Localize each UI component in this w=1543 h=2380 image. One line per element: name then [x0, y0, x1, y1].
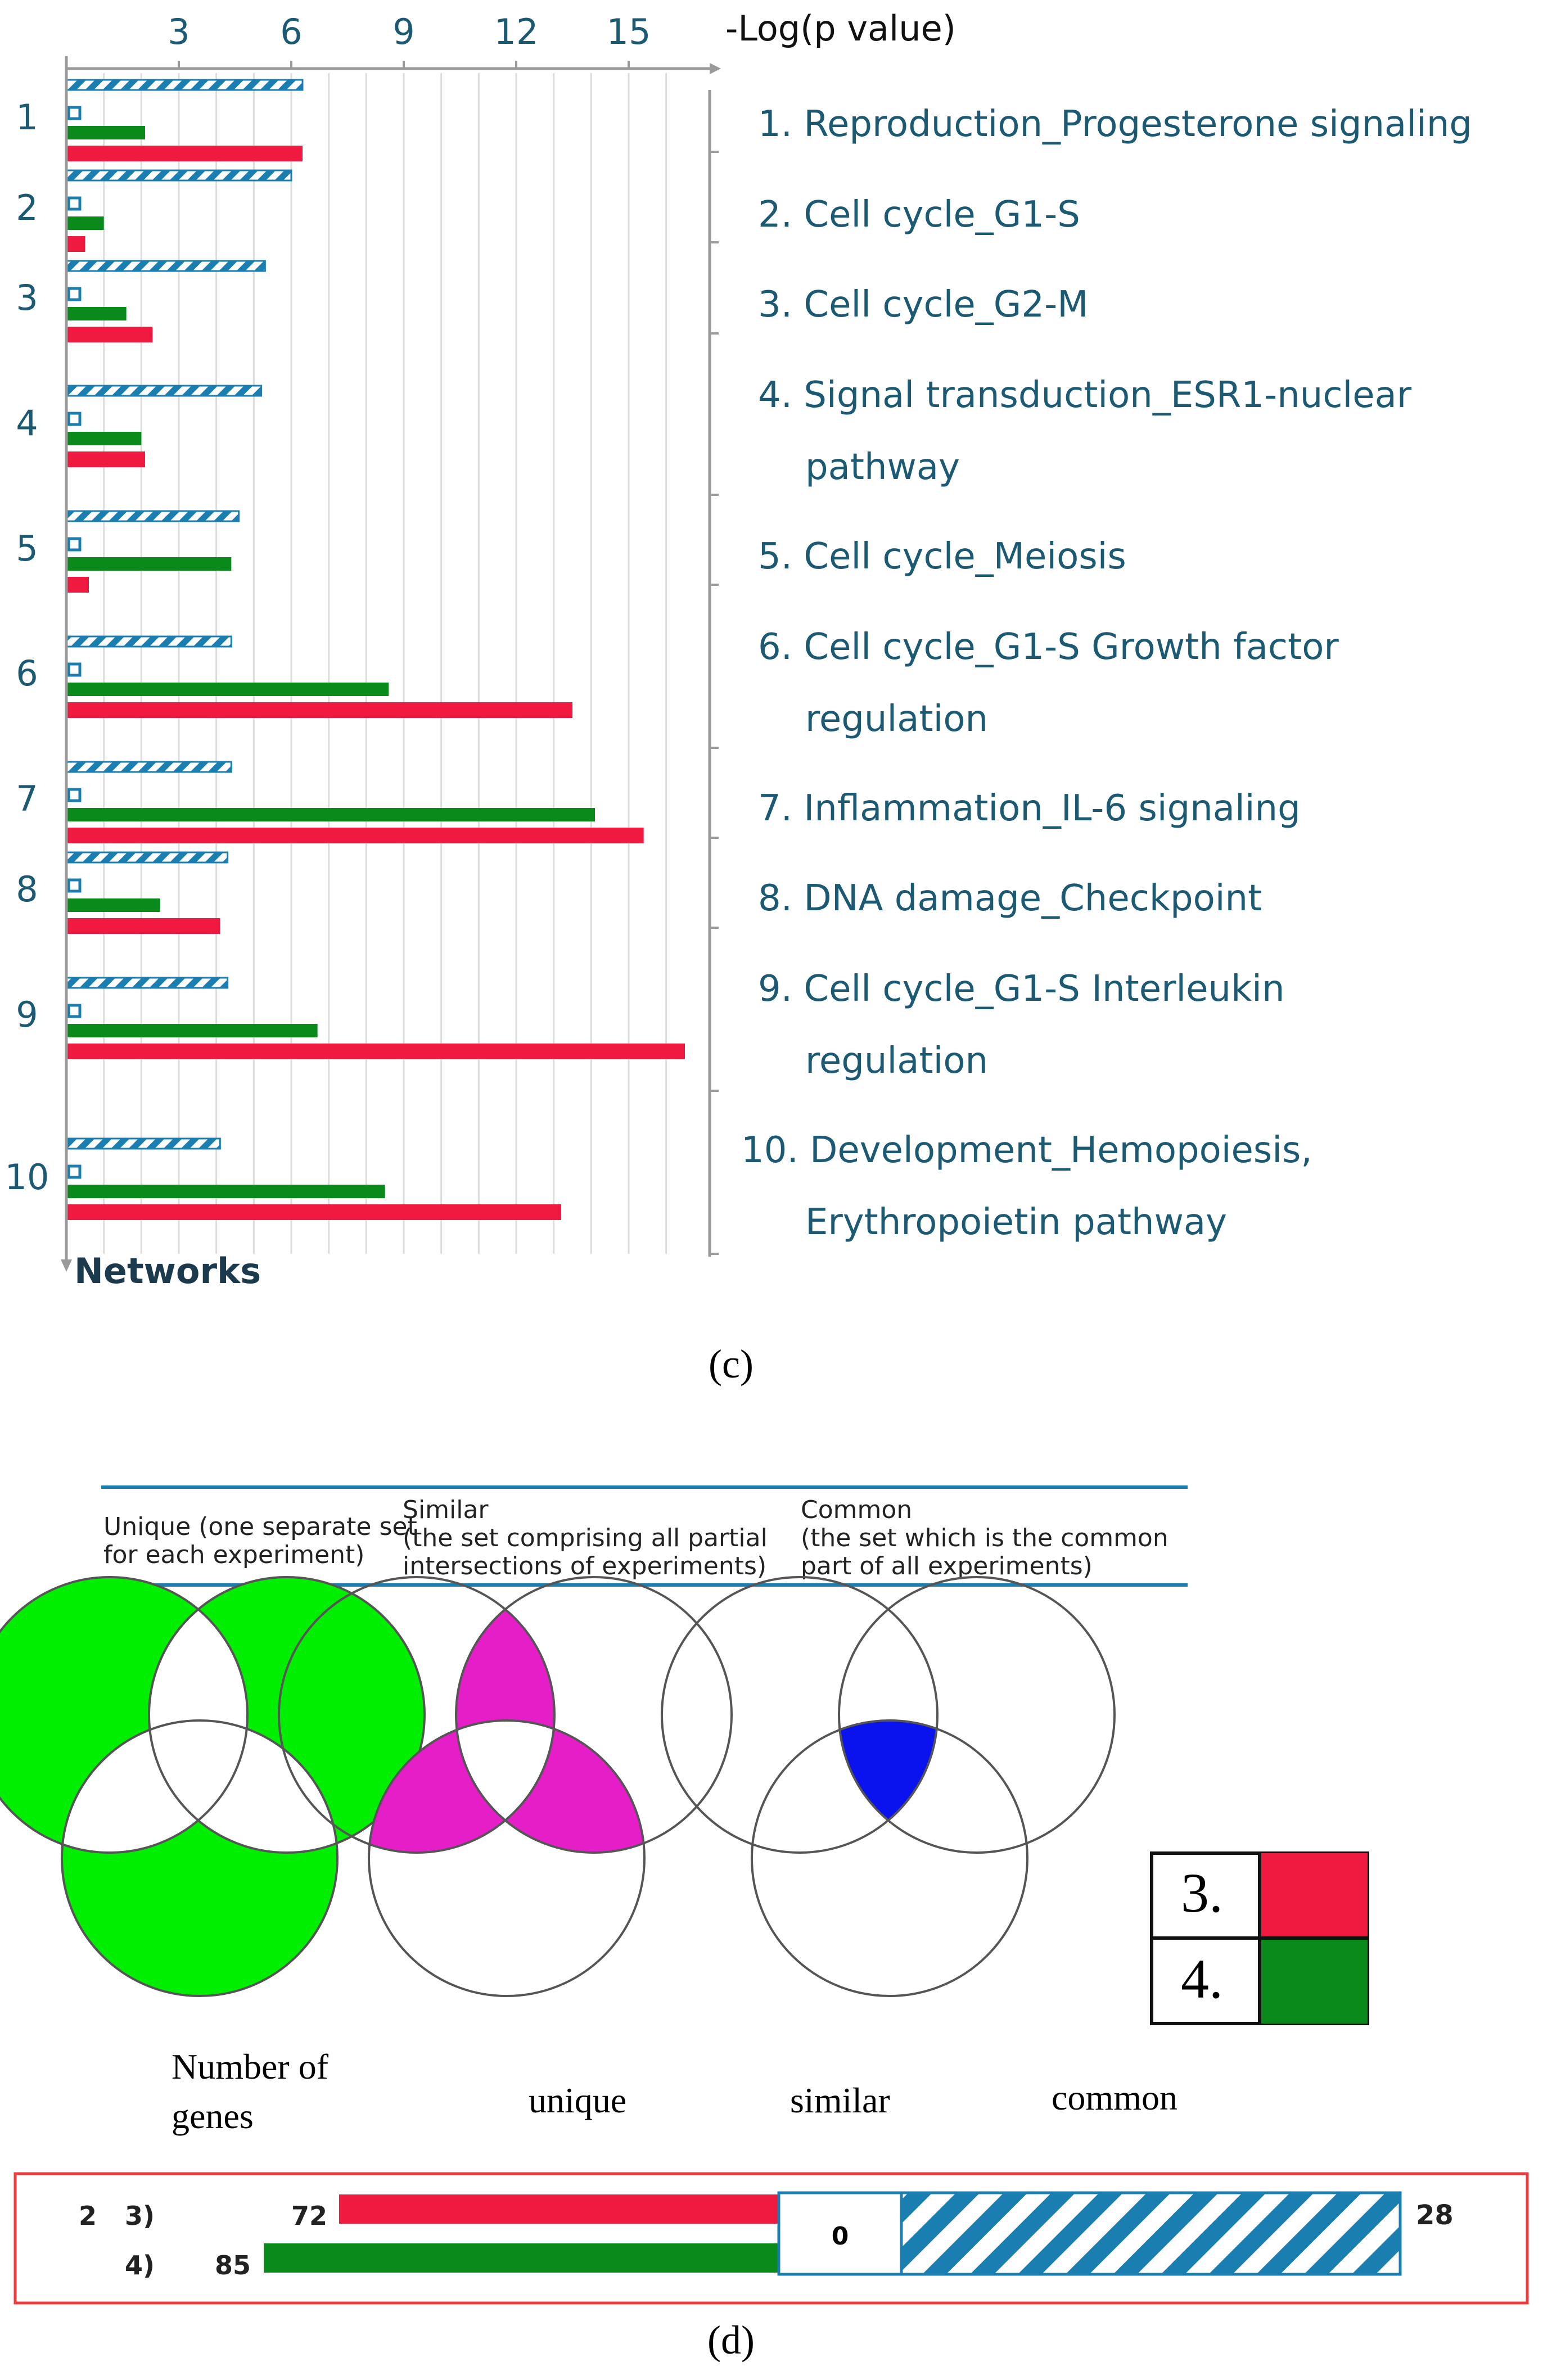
bar-solid [66, 808, 595, 821]
bar-hatched [66, 852, 228, 862]
x-tick-label: 6 [280, 11, 303, 52]
bar-hatched [66, 511, 239, 521]
x-axis-arrow-icon [710, 63, 721, 74]
bar-solid [66, 828, 644, 843]
category-labels [5, 97, 49, 1198]
unique-bar-row-3 [339, 2194, 779, 2224]
unique-column-label: unique [529, 2080, 627, 2120]
network-label: 7. Inflammation_IL-6 signaling [758, 788, 1301, 829]
network-label: 5. Cell cycle_Meiosis [758, 536, 1126, 577]
common-count: 28 [1416, 2200, 1454, 2231]
number-of-genes-label-1: Number of [172, 2047, 329, 2087]
bar-solid [66, 1024, 318, 1037]
row-prefix: 2 [79, 2201, 97, 2231]
similar-column-label: similar [790, 2080, 890, 2120]
category-label: 4 [16, 403, 38, 444]
bar-hatched [66, 1139, 220, 1149]
bar-hatched [66, 261, 265, 271]
network-label: 9. Cell cycle_G1-S Interleukin [758, 968, 1285, 1010]
x-tick-label: 12 [494, 11, 539, 52]
bar-solid [66, 918, 220, 934]
similar-title: Similar [403, 1496, 489, 1524]
x-tick-label: 9 [392, 11, 415, 52]
common-desc2: part of all experiments) [801, 1552, 1093, 1580]
bar-solid [66, 327, 152, 342]
x-tick-label: 15 [606, 11, 651, 52]
venn-fill [752, 1720, 1027, 1996]
caption-c: (c) [709, 1342, 754, 1387]
y-axis-arrow-icon [61, 1259, 72, 1272]
common-desc: (the set which is the common [801, 1524, 1168, 1552]
bar-hollow [69, 664, 80, 675]
common-hatched-box [901, 2193, 1400, 2274]
bar-hollow [69, 789, 80, 801]
network-label: 3. Cell cycle_G2-M [758, 284, 1089, 326]
category-label: 6 [16, 653, 38, 694]
bar-hatched [66, 386, 261, 396]
similar-desc2: intersections of experiments) [403, 1552, 767, 1580]
network-label: pathway [805, 446, 960, 488]
network-label: regulation [805, 1040, 989, 1082]
category-label: 5 [16, 528, 38, 569]
unique-desc: for each experiment) [103, 1541, 365, 1569]
category-label: 10 [4, 1157, 49, 1198]
venn-unique [0, 1577, 425, 1996]
bar-hollow [69, 880, 80, 891]
venn-diagrams [0, 1577, 1115, 1996]
bar-hollow [69, 198, 80, 209]
chart-bars [66, 80, 685, 1220]
network-label: 2. Cell cycle_G1-S [758, 194, 1080, 236]
gene-count-chart [15, 2174, 1527, 2303]
row-label-3: 3) [125, 2201, 155, 2231]
bar-hollow [69, 1005, 80, 1017]
number-of-genes-label-2: genes [172, 2096, 254, 2136]
bar-hollow [69, 107, 80, 119]
x-tick-label: 3 [168, 11, 190, 52]
network-label: regulation [805, 698, 989, 740]
similar-desc: (the set comprising all partial [403, 1524, 768, 1552]
category-label: 2 [16, 187, 38, 228]
bar-hatched [66, 636, 231, 647]
network-label: Erythropoietin pathway [805, 1202, 1227, 1243]
similar-count: 0 [831, 2222, 849, 2251]
bar-solid [66, 702, 572, 718]
legend-swatch-green [1260, 1938, 1368, 2024]
bar-hatched [66, 80, 303, 90]
bar-hollow [69, 288, 80, 300]
network-label: 4. Signal transduction_ESR1-nuclear [758, 374, 1412, 416]
unique-bar-row-4 [264, 2243, 779, 2273]
bar-hollow [69, 539, 80, 550]
bar-solid [66, 1185, 385, 1198]
networks-axis-label: Networks [74, 1250, 261, 1291]
bar-solid [66, 451, 145, 467]
header-common [801, 1496, 1168, 1580]
network-label: 1. Reproduction_Progesterone signaling [758, 103, 1472, 145]
venn-common [662, 1577, 1115, 1996]
category-label: 7 [16, 778, 38, 819]
bar-solid [66, 577, 89, 593]
network-label: 10. Development_Hemopoiesis, [741, 1130, 1312, 1171]
category-label: 3 [16, 277, 38, 318]
bar-solid [66, 236, 85, 252]
bar-solid [66, 683, 389, 696]
network-label: 8. DNA damage_Checkpoint [758, 878, 1262, 919]
legend-label-3: 3. [1181, 1862, 1223, 1924]
bar-solid [66, 307, 127, 320]
caption-d: (d) [707, 2318, 755, 2363]
legend-label-4: 4. [1181, 1948, 1223, 2010]
bar-solid [66, 216, 104, 230]
x-axis-title: -Log(p value) [725, 8, 956, 49]
bar-solid [66, 146, 303, 161]
header-unique [103, 1512, 417, 1569]
legend-box [1152, 1853, 1368, 2024]
common-column-label: common [1052, 2078, 1177, 2117]
pathway-bar-chart [5, 8, 1472, 1291]
bar-solid [66, 1204, 561, 1220]
unique-count-4: 85 [214, 2250, 251, 2280]
category-label: 9 [16, 994, 38, 1035]
network-label-list [741, 103, 1472, 1243]
bar-solid [66, 557, 231, 571]
network-label: 6. Cell cycle_G1-S Growth factor [758, 626, 1339, 668]
x-tick-labels [168, 11, 651, 69]
bar-hatched [66, 762, 231, 772]
bar-solid [66, 432, 141, 445]
header-similar [403, 1496, 768, 1580]
category-label: 8 [16, 869, 38, 910]
category-label: 1 [16, 97, 38, 138]
unique-title: Unique (one separate set [103, 1512, 417, 1541]
common-title: Common [801, 1496, 913, 1524]
bar-hollow [69, 1166, 80, 1177]
legend-swatch-red [1260, 1853, 1368, 1938]
bar-hatched [66, 978, 228, 988]
bar-solid [66, 126, 145, 139]
unique-count-3: 72 [291, 2201, 327, 2231]
chart-grid [104, 73, 666, 1254]
bar-solid [66, 1044, 685, 1059]
bar-hollow [69, 413, 80, 424]
bar-solid [66, 898, 160, 912]
venn-overview [0, 1487, 1527, 2303]
row-label-4: 4) [125, 2250, 155, 2280]
bar-hatched [66, 170, 291, 180]
